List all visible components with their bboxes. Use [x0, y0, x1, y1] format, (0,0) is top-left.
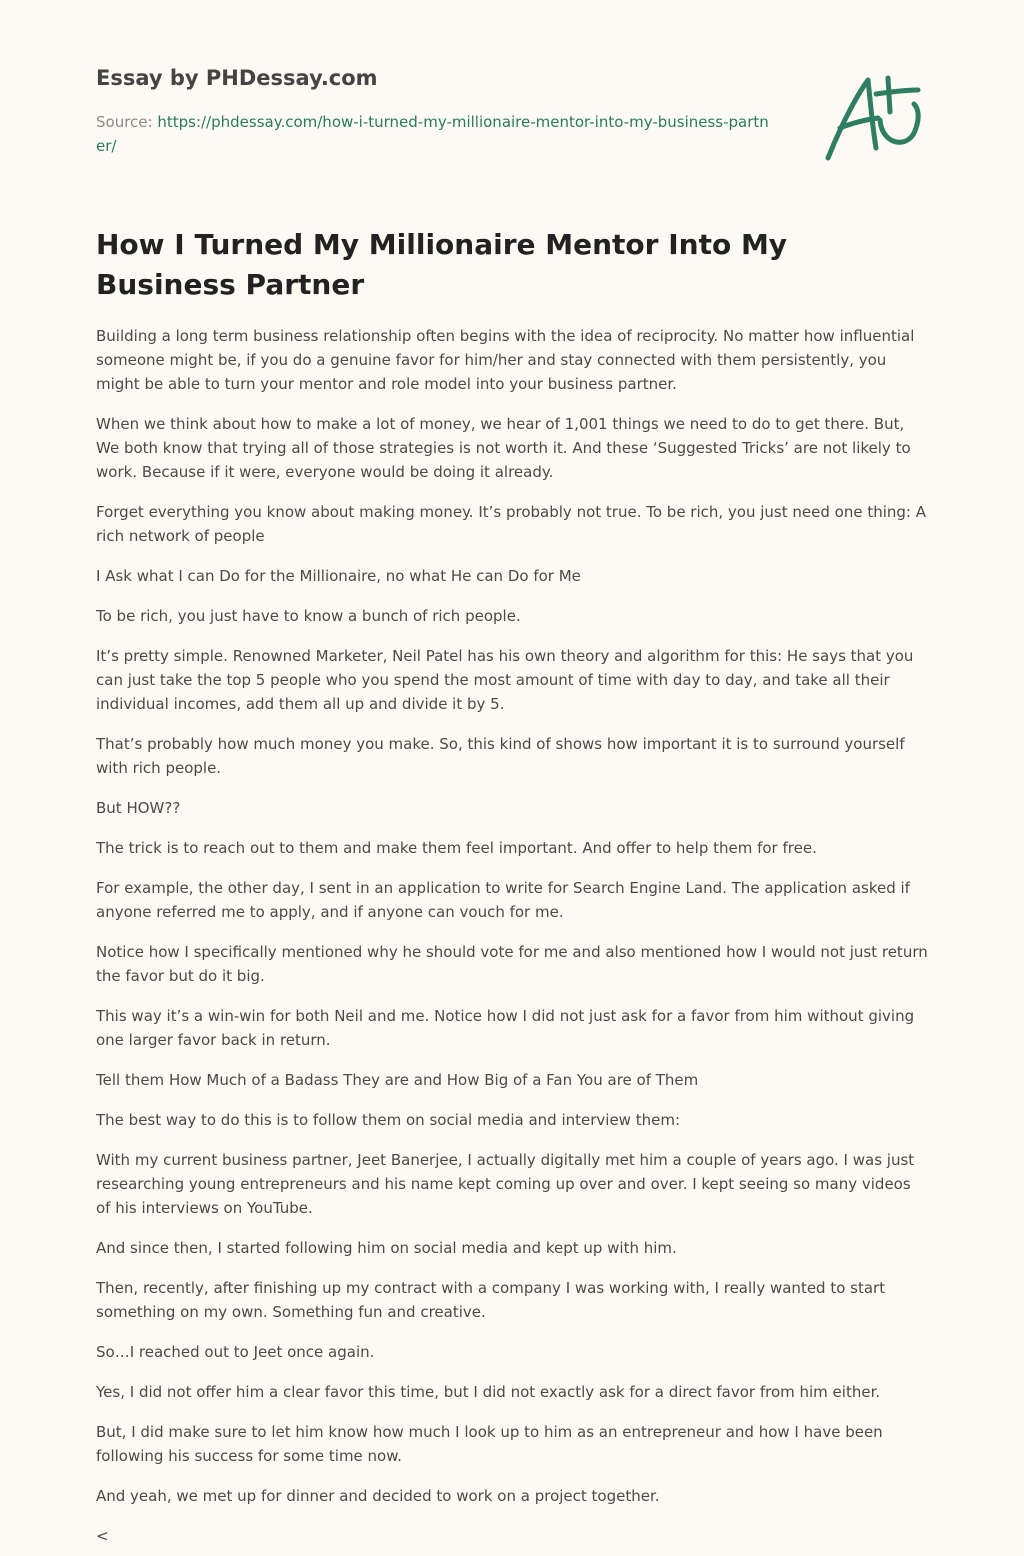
- paragraph: When we think about how to make a lot of money, we hear of 1,001 things we need to do to get there. But, We both know that trying all of those strategies is not worth it. And these ‘Suggested Tricks’ are not likely to work. Because if it were, everyone would be doing it already.: [96, 415, 911, 481]
- a-plus-grade-icon: [820, 68, 930, 168]
- paragraph: Building a long term business relationship often begins with the idea of reciprocity. No matter how influential someone might be, if you do a genuine favor for him/her and stay connected with them persistently, you might be able to turn your mentor and role model into your business partner.: [96, 327, 915, 393]
- paragraph: Forget everything you know about making money. It’s probably not true. To be rich, you just need one thing: A rich network of people: [96, 503, 927, 545]
- paragraph: This way it’s a win-win for both Neil and me. Notice how I did not just ask for a favor from him without giving one larger favor back in return.: [96, 1007, 915, 1049]
- paragraph: Then, recently, after finishing up my contract with a company I was working with, I really wanted to start something on my own. Something fun and creative.: [96, 1279, 886, 1321]
- paragraph: The trick is to reach out to them and make them feel important. And offer to help them for free.: [96, 839, 817, 857]
- paragraph: Notice how I specifically mentioned why he should vote for me and also mentioned how I would not just return the favor but do it big.: [96, 943, 928, 985]
- article-title: How I Turned My Millionaire Mentor Into My Business Partner: [96, 228, 788, 301]
- paragraph: For example, the other day, I sent in an application to write for Search Engine Land. The application asked if anyone referred me to apply, and if anyone can vouch for me.: [96, 879, 910, 921]
- site-brand: Essay by PHDessay.com: [96, 66, 378, 90]
- paragraph: And since then, I started following him on social media and kept up with him.: [96, 1239, 677, 1257]
- paragraph: Tell them How Much of a Badass They are and How Big of a Fan You are of Them: [96, 1071, 699, 1089]
- source-label: Source:: [96, 113, 158, 131]
- source-line: [96, 110, 776, 158]
- paragraph: So…I reached out to Jeet once again.: [96, 1343, 375, 1361]
- page-header: [96, 62, 776, 158]
- paragraph: It’s pretty simple. Renowned Marketer, Neil Patel has his own theory and algorithm for this: He says that you can just take the top 5 people who you spend the most amount of time with day to day, and take all their individual incomes, add them all up and divide it by 5.: [96, 647, 914, 713]
- article-body: [96, 324, 928, 1524]
- paragraph: But, I did make sure to let him know how much I look up to him as an entrepreneur and how I have been following his success for some time now.: [96, 1423, 883, 1465]
- paragraph: To be rich, you just have to know a bunch of rich people.: [96, 607, 521, 625]
- paragraph: That’s probably how much money you make. So, this kind of shows how important it is to surround yourself with rich people.: [96, 735, 905, 777]
- paragraph: And yeah, we met up for dinner and decided to work on a project together.: [96, 1487, 660, 1505]
- paragraph: The best way to do this is to follow them on social media and interview them:: [96, 1111, 681, 1129]
- paragraph: Yes, I did not offer him a clear favor this time, but I did not exactly ask for a direct favor from him either.: [96, 1383, 881, 1401]
- paragraph: But HOW??: [96, 799, 181, 817]
- previous-page-link[interactable]: <: [96, 1527, 109, 1545]
- paragraph: With my current business partner, Jeet Banerjee, I actually digitally met him a couple of years ago. I was just researching young entrepreneurs and his name kept coming up over and over. I kept seeing so many videos of his interviews on YouTube.: [96, 1151, 915, 1217]
- paragraph: I Ask what I can Do for the Millionaire, no what He can Do for Me: [96, 567, 581, 585]
- source-link[interactable]: https://phdessay.com/how-i-turned-my-millionaire-mentor-into-my-business-partner/: [96, 113, 769, 155]
